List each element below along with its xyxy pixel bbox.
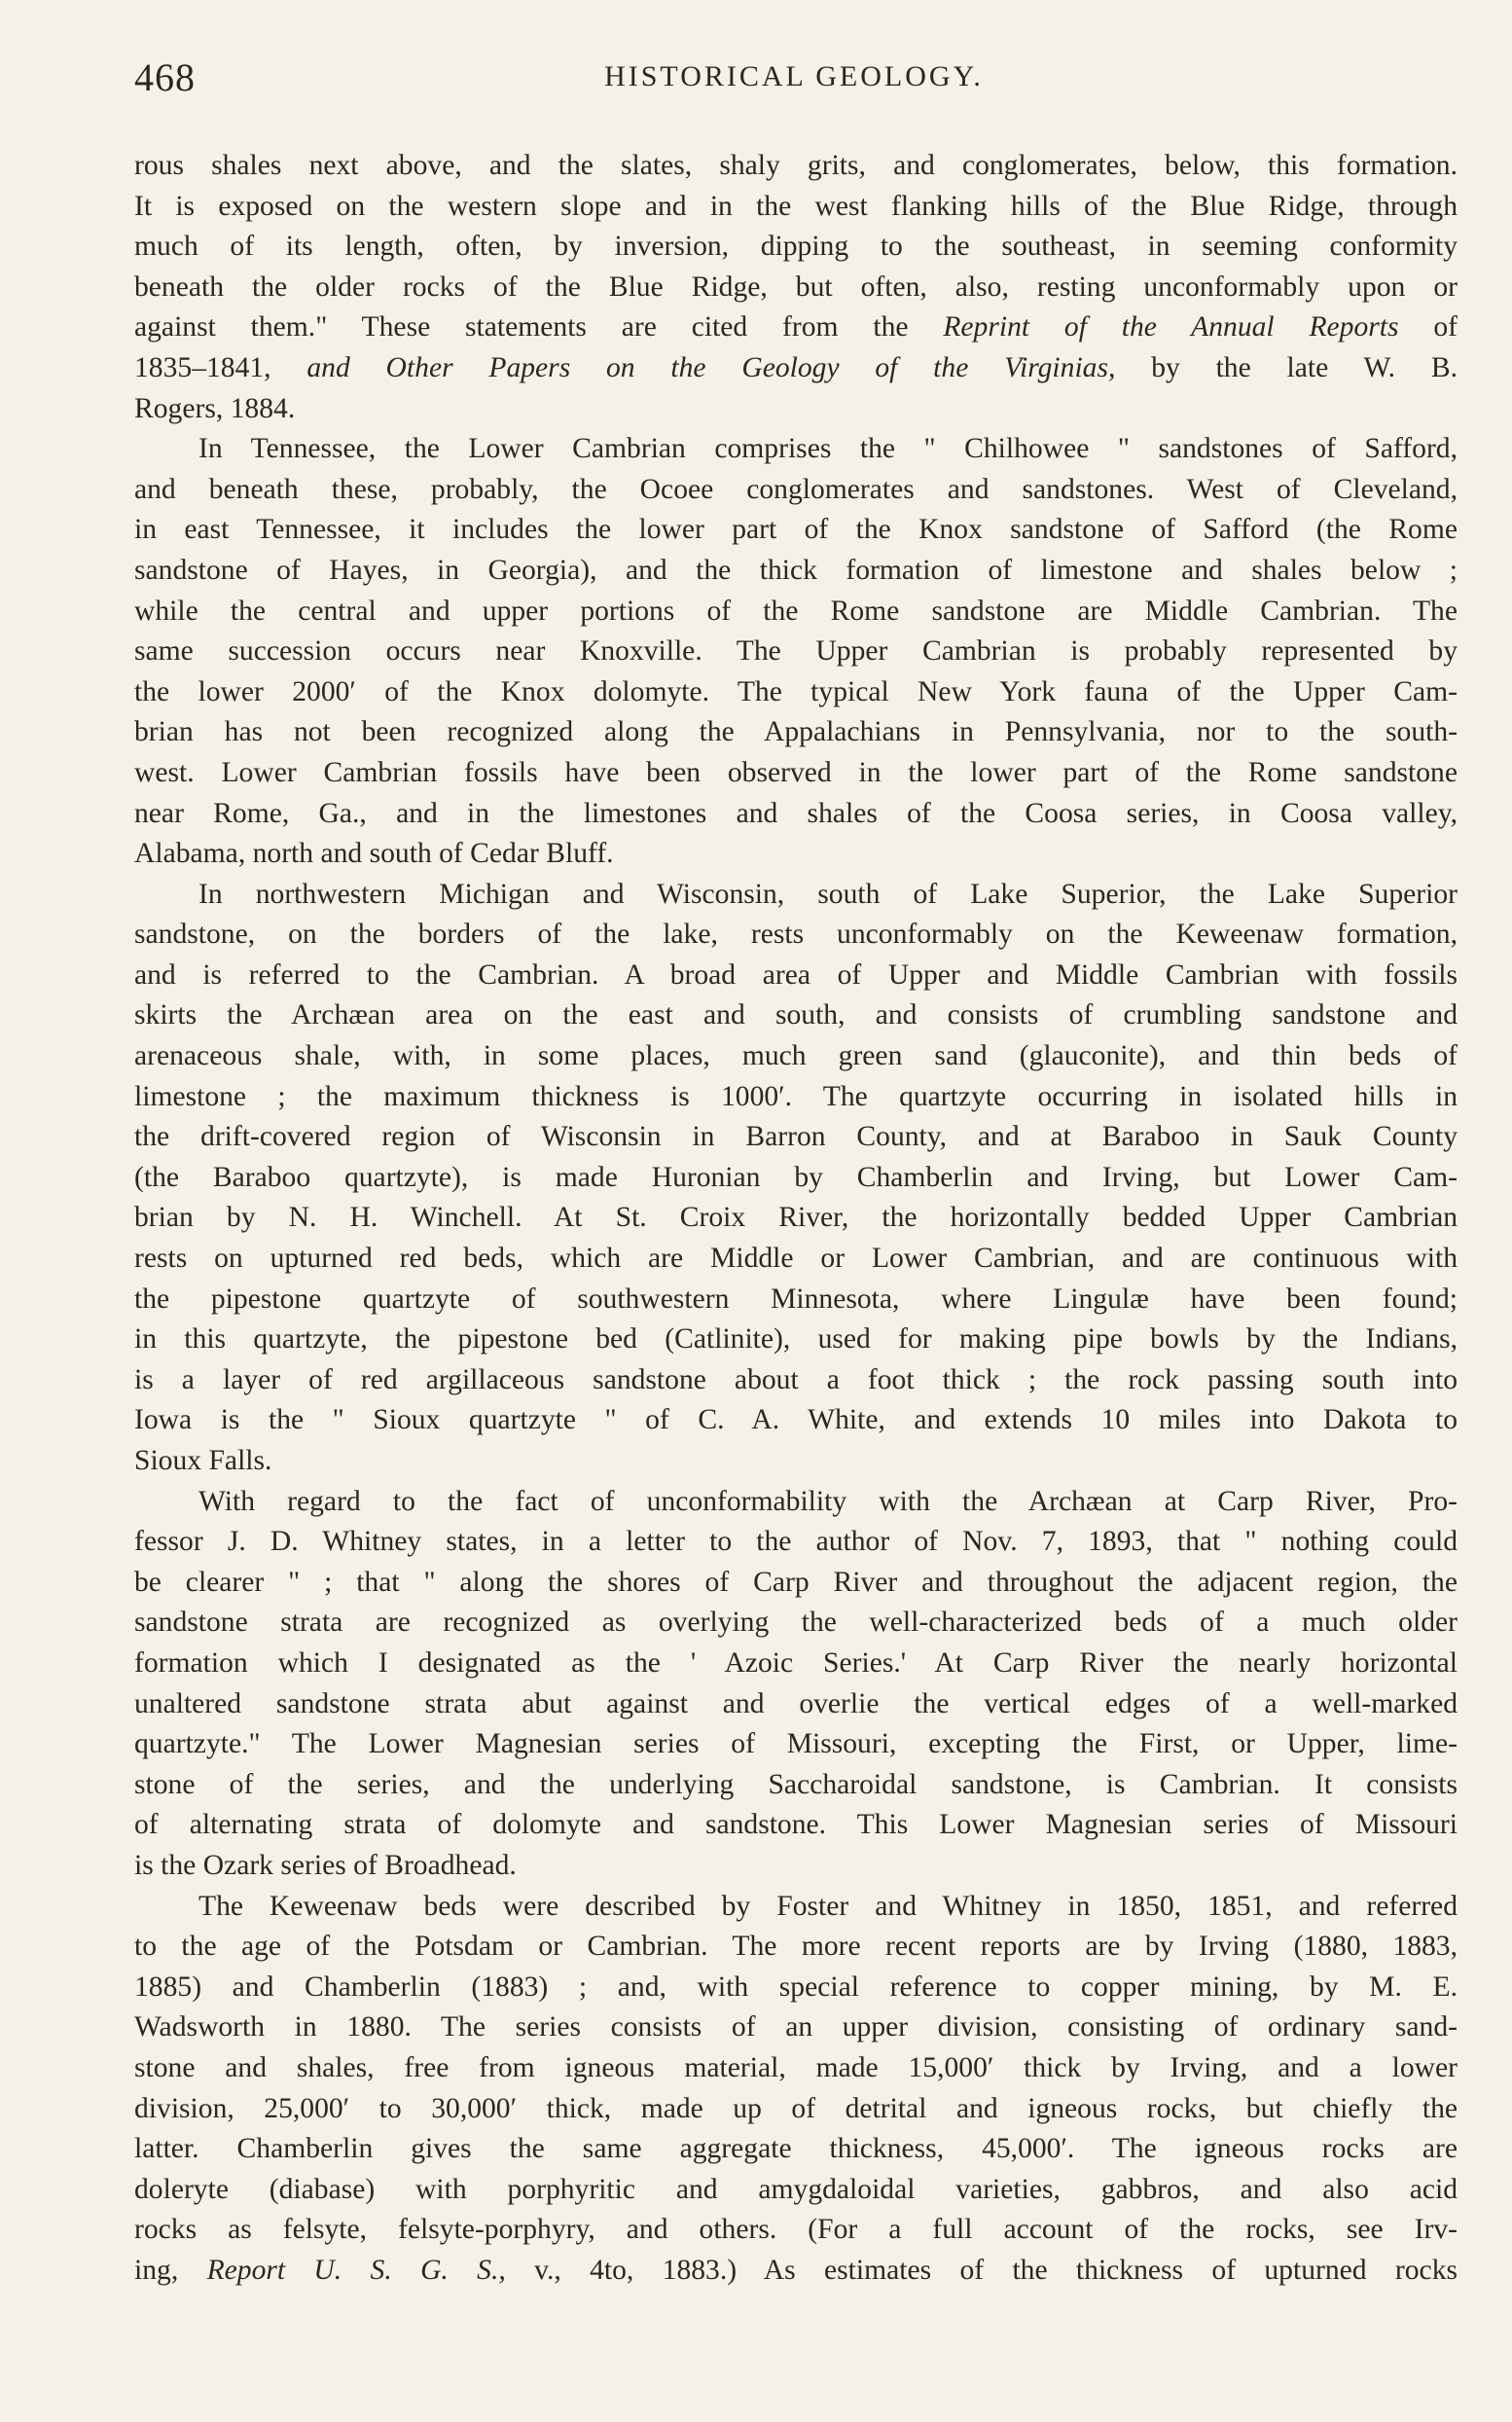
text-line: 1885) and Chamberlin (1883) ; and, with special reference to copper mining, by M. E. (134, 1970, 1458, 2003)
text-line: division, 25,000′ to 30,000′ thick, made up of detrital and igneous rocks, but chiefly the (134, 2092, 1458, 2124)
text-line (134, 2251, 1458, 2292)
text-line: rests on upturned red beds, which are Middle or Lower Cambrian, and are continuous with (134, 1243, 1458, 1275)
text-line: stone of the series, and the underlying Saccharoidal sandstone, is Cambrian. It consists (134, 1768, 1458, 1800)
text-line: sandstone of Hayes, in Georgia), and the thick formation of limestone and shales below ; (134, 554, 1458, 586)
text-line: unaltered sandstone strata abut against and overlie the vertical edges of a well-marked (134, 1687, 1458, 1719)
text-line: doleryte (diabase) with porphyritic and amygdaloidal varieties, gabbros, and also acid (134, 2173, 1458, 2205)
text-line: be clearer " ; that " along the shores of Carp River and throughout the adjacent region, the (134, 1566, 1458, 1598)
text-line: With regard to the fact of unconformability with the Archæan at Carp River, Pro- (198, 1485, 1458, 1517)
text-run: by the late W. B. (1151, 351, 1458, 383)
text-line: is a layer of red argillaceous sandstone about a foot thick ; the rock passing south into (134, 1363, 1458, 1395)
text-line: is the Ozark series of Broadhead. (134, 1849, 517, 1881)
text-line: the pipestone quartzyte of southwestern Minnesota, where Lingulæ have been found; (134, 1283, 1458, 1315)
text-line (134, 348, 1458, 389)
text-line: (the Baraboo quartzyte), is made Huronian by Chamberlin and Irving, but Lower Cam- (134, 1161, 1458, 1193)
text-line (134, 307, 1458, 348)
text-line: latter. Chamberlin gives the same aggregate thickness, 45,000′. The igneous rocks are (134, 2133, 1458, 2165)
text-line: beneath the older rocks of the Blue Ridge, but often, also, resting unconformably upon or (134, 271, 1458, 303)
text-line: Iowa is the " Sioux quartzyte " of C. A. White, and extends 10 miles into Dakota to (134, 1404, 1458, 1436)
text-line: It is exposed on the western slope and in the west flanking hills of the Blue Ridge, through (134, 190, 1458, 222)
text-line: formation which I designated as the ' Azoic Series.' At Carp River the nearly horizontal (134, 1646, 1458, 1679)
text-line: in east Tennessee, it includes the lower part of the Knox sandstone of Safford (the Rome (134, 514, 1458, 546)
text-line: same succession occurs near Knoxville. The Upper Cambrian is probably represented by (134, 635, 1458, 668)
text-line: in this quartzyte, the pipestone bed (Catlinite), used for making pipe bowls by the Indians, (134, 1323, 1458, 1356)
text-line: Rogers, 1884. (134, 392, 296, 424)
text-line: rocks as felsyte, felsyte-porphyry, and others. (For a full account of the rocks, see Irv- (134, 2214, 1458, 2246)
body-text (134, 146, 1458, 2291)
text-line: arenaceous shale, with, in some places, much green sand (glauconite), and thin beds of (134, 1040, 1458, 1072)
text-line: the lower 2000′ of the Knox dolomyte. The typical New York fauna of the Upper Cam- (134, 675, 1458, 707)
text-line: Sioux Falls. (134, 1445, 272, 1476)
text-line: brian has not been recognized along the Appalachians in Pennsylvania, nor to the south- (134, 716, 1458, 748)
text-line: In northwestern Michigan and Wisconsin, south of Lake Superior, the Lake Superior (198, 878, 1458, 910)
text-line: rous shales next above, and the slates, shaly grits, and conglomerates, below, this formation. (134, 150, 1458, 181)
text-line: while the central and upper portions of the Rome sandstone are Middle Cambrian. The (134, 595, 1458, 627)
text-line: The Keweenaw beds were described by Foster and Whitney in 1850, 1851, and referred (198, 1890, 1458, 1922)
text-line: stone and shales, free from igneous material, made 15,000′ thick by Irving, and a lower (134, 2051, 1458, 2083)
text-run: of (1433, 311, 1458, 343)
text-line: skirts the Archæan area on the east and south, and consists of crumbling sandstone and (134, 999, 1458, 1031)
text-line: of alternating strata of dolomyte and sandstone. This Lower Magnesian series of Missouri (134, 1809, 1458, 1841)
text-line: to the age of the Potsdam or Cambrian. The more recent reports are by Irving (1880, 1883, (134, 1931, 1458, 1963)
text-line: quartzyte." The Lower Magnesian series of Missouri, excepting the First, or Upper, lime- (134, 1728, 1458, 1760)
text-line: much of its length, often, by inversion, dipping to the southeast, in seeming conformity (134, 231, 1458, 263)
text-run: ing, (134, 2254, 179, 2286)
text-line: sandstone strata are recognized as overlying the well-characterized beds of a much older (134, 1607, 1458, 1639)
text-line: Alabama, north and south of Cedar Bluff. (134, 838, 614, 870)
text-line: brian by N. H. Winchell. At St. Croix River, the horizontally bedded Upper Cambrian (134, 1202, 1458, 1234)
text-line: In Tennessee, the Lower Cambrian comprises the " Chilhowee " sandstones of Safford, (198, 433, 1458, 465)
text-line: the drift-covered region of Wisconsin in Barron County, and at Baraboo in Sauk County (134, 1121, 1458, 1153)
running-head: HISTORICAL GEOLOGY. (604, 60, 984, 92)
page-number: 468 (134, 55, 196, 99)
text-line: Wadsworth in 1880. The series consists of an upper division, consisting of ordinary sand- (134, 2011, 1458, 2043)
text-line: west. Lower Cambrian fossils have been observed in the lower part of the Rome sandstone (134, 756, 1458, 788)
text-line: near Rome, Ga., and in the limestones and shales of the Coosa series, in Coosa valley, (134, 797, 1458, 829)
text-line: limestone ; the maximum thickness is 1000′. The quartzyte occurring in isolated hills in (134, 1080, 1458, 1112)
text-line: and is referred to the Cambrian. A broad area of Upper and Middle Cambrian with fossils (134, 958, 1458, 991)
book-title: and Other Papers on the Geology of the Virginias, (306, 351, 1116, 383)
text-run: v., 4to, 1883.) As estimates of the thickness of upturned rocks (534, 2254, 1458, 2286)
page-header (134, 54, 1454, 103)
book-title: Reprint of the Annual Reports (943, 311, 1399, 343)
text-run: against them." These statements are cited from the (134, 311, 909, 343)
text-run: 1835–1841, (134, 351, 271, 383)
text-line: fessor J. D. Whitney states, in a letter to the author of Nov. 7, 1893, that " nothing could (134, 1526, 1458, 1558)
text-line: and beneath these, probably, the Ocoee conglomerates and sandstones. West of Cleveland, (134, 473, 1458, 505)
text-line: sandstone, on the borders of the lake, rests unconformably on the Keweenaw formation, (134, 919, 1458, 951)
report-title: Report U. S. G. S., (206, 2254, 506, 2286)
